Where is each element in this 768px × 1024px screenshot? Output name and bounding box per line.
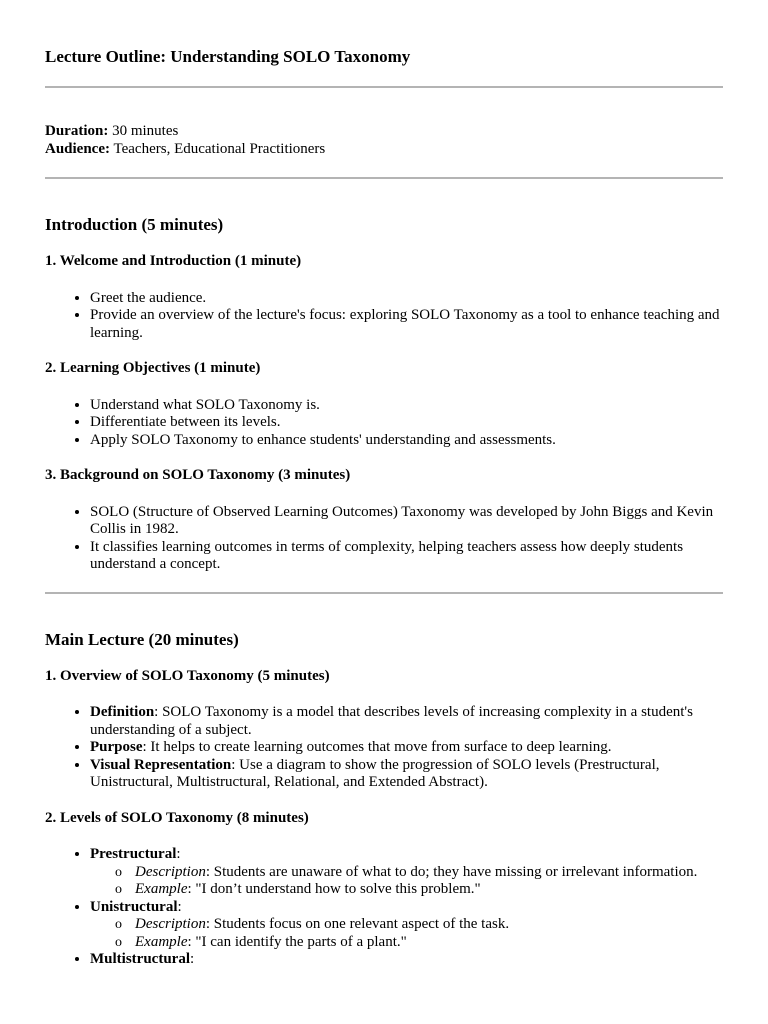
- list-item: [90, 757, 723, 792]
- subsection-heading-welcome: 1. Welcome and Introduction (1 minute): [45, 253, 302, 269]
- duration-value: 30 minutes: [112, 123, 179, 139]
- subsection-heading-background: 3. Background on SOLO Taxonomy (3 minutes): [45, 467, 351, 483]
- meta-block: [45, 123, 723, 158]
- sub-list: [90, 864, 723, 899]
- term-text: : It helps to create learning outcomes that move from surface to deep learning.: [142, 739, 612, 755]
- level-colon: :: [176, 846, 181, 862]
- list-item: • SOLO (Structure of Observed Learning Outcomes) Taxonomy was developed by John Biggs and Kevin Collis in 1982.: [90, 504, 723, 539]
- term-text: : SOLO Taxonomy is a model that describes levels of increasing complexity in a student's understanding of a subject.: [90, 704, 693, 738]
- example-label: Example: [135, 881, 188, 897]
- bullet-list: [45, 504, 723, 574]
- list-item: • Provide an overview of the lecture's focus: exploring SOLO Taxonomy as a tool to enhance teaching and learning.: [90, 307, 723, 342]
- description-text: : Students are unaware of what to do; they have missing or irrelevant information.: [205, 863, 698, 880]
- audience-line: [45, 141, 723, 159]
- bullet-list: [45, 290, 723, 343]
- subsection-heading-overview: 1. Overview of SOLO Taxonomy (5 minutes): [45, 667, 330, 684]
- list-item: [90, 899, 723, 952]
- list-item: • Differentiate between its levels.: [90, 414, 723, 432]
- bullet-list: [45, 397, 723, 450]
- list-item: • Understand what SOLO Taxonomy is.: [90, 397, 723, 415]
- list-item: [90, 951, 723, 969]
- sub-list-item: [135, 934, 723, 952]
- list-item: • Greet the audience.: [90, 290, 723, 308]
- list-item: • Apply SOLO Taxonomy to enhance students' understanding and assessments.: [90, 432, 723, 450]
- list-item: [90, 704, 723, 739]
- divider: [45, 86, 723, 88]
- example-label: Example: [135, 933, 188, 950]
- list-item: [90, 846, 723, 899]
- sub-list-item: [135, 916, 723, 934]
- level-name: Multistructural: [90, 951, 190, 967]
- bullet-list: [45, 704, 723, 792]
- level-colon: :: [177, 898, 182, 915]
- list-item: [90, 739, 723, 757]
- audience-value: Teachers, Educational Practitioners: [113, 140, 326, 157]
- bullet-list: [45, 846, 723, 969]
- term-label: Visual Representation: [90, 756, 232, 773]
- level-name: Prestructural: [90, 846, 177, 862]
- divider: [45, 177, 723, 179]
- document-title: Lecture Outline: Understanding SOLO Taxonomy: [45, 47, 411, 66]
- duration-label: Duration:: [45, 123, 109, 139]
- sub-list: [90, 916, 723, 951]
- description-label: Description: [135, 863, 206, 880]
- term-label: Definition: [90, 704, 155, 720]
- level-colon: :: [189, 951, 195, 967]
- description-label: Description: [135, 916, 206, 932]
- duration-line: [45, 123, 723, 141]
- divider: [45, 592, 723, 594]
- example-text: : "I can identify the parts of a plant.": [187, 933, 407, 950]
- sub-list-item: [135, 881, 723, 899]
- level-name: Unistructural: [90, 898, 178, 915]
- example-text: : "I don’t understand how to solve this problem.": [187, 881, 481, 897]
- term-text: : Use a diagram to show the progression of SOLO levels (Prestructural, Unistructural, Multistructural, Relational, and Extended Abstract).: [90, 756, 660, 790]
- subsection-heading-levels: 2. Levels of SOLO Taxonomy (8 minutes): [45, 809, 309, 826]
- description-text: : Students focus on one relevant aspect of the task.: [205, 916, 510, 932]
- list-item: • It classifies learning outcomes in terms of complexity, helping teachers assess how deeply students understand a concept.: [90, 539, 723, 574]
- section-heading-main-lecture: Main Lecture (20 minutes): [45, 629, 239, 649]
- term-label: Purpose: [90, 739, 143, 755]
- subsection-heading-objectives: 2. Learning Objectives (1 minute): [45, 360, 261, 376]
- audience-label: Audience:: [45, 140, 110, 157]
- sub-list-item: [135, 864, 723, 882]
- section-heading-introduction: Introduction (5 minutes): [45, 215, 224, 234]
